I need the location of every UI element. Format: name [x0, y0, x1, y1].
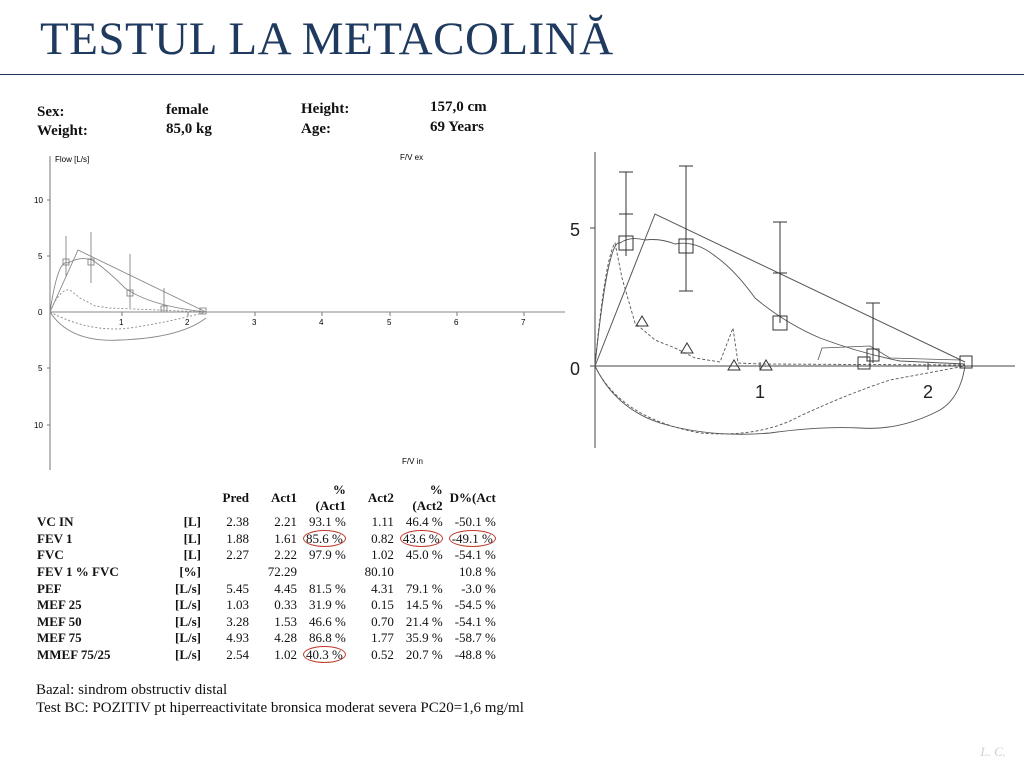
cell-pct2	[397, 547, 446, 564]
cell-act1	[252, 514, 300, 531]
cell-value: 45.0 %	[405, 547, 443, 563]
cell-value: 5.45	[226, 580, 249, 596]
cell-pct2	[397, 564, 446, 581]
cell-value: FEV 1 % FVC	[37, 564, 119, 580]
cell-pct1	[300, 647, 349, 664]
cell-value: [L/s]	[175, 613, 201, 629]
cell-value: 2.38	[226, 514, 249, 530]
cell-act2	[349, 580, 397, 597]
cell-act2	[349, 630, 397, 647]
cell-d	[446, 614, 499, 631]
age-value: 69 Years	[430, 119, 485, 135]
cell-pct1	[300, 531, 349, 548]
zoom-marker-square	[858, 357, 870, 369]
cell-value: 0.15	[371, 597, 394, 613]
cell-value: 79.1 %	[405, 580, 443, 596]
cell-value: 86.8 %	[309, 630, 346, 646]
cell-value: 0.70	[371, 613, 394, 629]
flow-volume-graph	[30, 148, 570, 473]
cell-pct2	[397, 580, 446, 597]
cell-value: 46.4 %	[405, 514, 443, 530]
flow-volume-zoom-graph	[560, 148, 1020, 453]
table-row	[34, 580, 499, 597]
cell-name	[34, 514, 148, 531]
spirometry-results-table	[34, 482, 499, 663]
zoom-inspiratory-curve-2	[595, 366, 965, 434]
cell-value: [L/s]	[175, 597, 201, 613]
cell-unit	[148, 547, 204, 564]
zoom-y-tick: 0	[570, 359, 581, 379]
cell-act1	[252, 647, 300, 664]
cell-act2	[349, 597, 397, 614]
cell-name	[34, 580, 148, 597]
col-header-pct-act2: %(Act2	[412, 482, 443, 513]
cell-value: 1.61	[274, 530, 297, 546]
cell-value: -54.5 %	[454, 597, 496, 613]
cell-value: 2.21	[274, 514, 297, 530]
cell-act1	[252, 597, 300, 614]
cell-unit	[148, 597, 204, 614]
cell-pred	[204, 531, 252, 548]
cell-d	[446, 531, 499, 548]
predicted-curve	[50, 250, 206, 312]
cell-pct1	[300, 597, 349, 614]
cell-value: FVC	[37, 547, 64, 563]
cell-value: 85.6 %	[303, 530, 346, 547]
expiratory-curve-1	[50, 259, 206, 312]
note-bazal: Bazal: sindrom obstructiv distal	[36, 682, 228, 698]
cell-value: 4.93	[226, 630, 249, 646]
col-header-pct-act1: %(Act1	[315, 482, 346, 513]
cell-value: 80.10	[364, 564, 394, 580]
zoom-x-tick: 2	[923, 382, 934, 402]
col-header-pred: Pred	[222, 490, 249, 505]
cell-value: 2.54	[226, 647, 249, 663]
cell-pct1	[300, 614, 349, 631]
cell-name	[34, 597, 148, 614]
cell-d	[446, 547, 499, 564]
cell-act2	[349, 564, 397, 581]
cell-value: 3.28	[226, 613, 249, 629]
zoom-x-tick: 1	[755, 382, 766, 402]
cell-act1	[252, 614, 300, 631]
height-label: Height:	[301, 101, 350, 117]
cell-act1	[252, 531, 300, 548]
y-tick-label: 10	[34, 196, 43, 205]
slide-title: TESTUL LA METACOLINĂ	[40, 13, 614, 65]
cell-value: -58.7 %	[454, 630, 496, 646]
cell-value: -48.8 %	[454, 647, 496, 663]
cell-pred	[204, 614, 252, 631]
cell-pred	[204, 580, 252, 597]
cell-value: [L/s]	[175, 580, 201, 596]
cell-d	[446, 647, 499, 664]
cell-value: -54.1 %	[454, 547, 496, 563]
cell-value: 14.5 %	[405, 597, 443, 613]
cell-name	[34, 531, 148, 548]
flow-axis-label: Flow [L/s]	[55, 155, 90, 164]
zoom-marker-triangle	[728, 360, 740, 370]
cell-value: MMEF 75/25	[37, 647, 111, 663]
cell-act2	[349, 647, 397, 664]
cell-unit	[148, 531, 204, 548]
cell-unit	[148, 580, 204, 597]
cell-act2	[349, 514, 397, 531]
cell-pct2	[397, 514, 446, 531]
cell-value: 93.1 %	[309, 514, 346, 530]
cell-value: 21.4 %	[405, 613, 443, 629]
table-row	[34, 630, 499, 647]
cell-pct1	[300, 564, 349, 581]
cell-act1	[252, 547, 300, 564]
cell-value: 0.33	[274, 597, 297, 613]
cell-value: 31.9 %	[309, 597, 346, 613]
fv-ex-label: F/V ex	[400, 153, 424, 162]
cell-d	[446, 514, 499, 531]
cell-value: 72.29	[267, 564, 297, 580]
cell-value: [L/s]	[175, 630, 201, 646]
cell-value: 35.9 %	[405, 630, 443, 646]
cell-value: 10.8 %	[459, 564, 496, 580]
inspiratory-curve-1	[50, 312, 206, 340]
cell-value: 1.02	[274, 647, 297, 663]
cell-pct2	[397, 630, 446, 647]
inspiratory-curve-2	[50, 312, 206, 329]
x-tick-label: 4	[319, 318, 324, 327]
cell-value: 97.9 %	[309, 547, 346, 563]
cell-unit	[148, 614, 204, 631]
author-initials: L. C.	[980, 744, 1006, 759]
zoom-marker-triangle	[681, 343, 693, 353]
col-header-act2: Act2	[367, 490, 394, 505]
cell-value: -49.1 %	[449, 530, 496, 547]
weight-value: 85,0 kg	[166, 121, 212, 137]
cell-act2	[349, 547, 397, 564]
cell-act1	[252, 630, 300, 647]
sex-value: female	[166, 102, 209, 118]
table-row	[34, 564, 499, 581]
zoom-post-curve	[818, 346, 960, 360]
cell-pct2	[397, 597, 446, 614]
cell-value: [%]	[179, 564, 201, 580]
zoom-marker-triangle	[636, 316, 648, 326]
cell-name	[34, 614, 148, 631]
cell-value: 2.22	[274, 547, 297, 563]
cell-value: FEV 1	[37, 530, 73, 546]
cell-value: 1.53	[274, 613, 297, 629]
y-tick-label: 5	[38, 252, 43, 261]
table-row	[34, 597, 499, 614]
cell-value: 43.6 %	[400, 530, 443, 547]
cell-pct1	[300, 580, 349, 597]
y-tick-label: 5	[38, 364, 43, 373]
cell-value: [L]	[183, 514, 201, 530]
cell-unit	[148, 647, 204, 664]
cell-value: -50.1 %	[454, 514, 496, 530]
cell-name	[34, 547, 148, 564]
cell-pred	[204, 647, 252, 664]
cell-value: -3.0 %	[461, 580, 496, 596]
zoom-inspiratory-curve-1	[595, 366, 965, 434]
cell-pct1	[300, 630, 349, 647]
cell-value: 2.27	[226, 547, 249, 563]
col-header-act1: Act1	[271, 490, 297, 505]
cell-d	[446, 630, 499, 647]
height-value: 157,0 cm	[430, 99, 487, 115]
note-test-bc: Test BC: POZITIV pt hiperreactivitate bronsica moderat severa PC20=1,6 mg/ml	[36, 700, 524, 716]
title-divider	[0, 74, 1024, 75]
cell-value: VC IN	[37, 514, 74, 530]
cell-value: 4.45	[274, 580, 297, 596]
cell-value: 40.3 %	[303, 646, 346, 663]
cell-name	[34, 564, 148, 581]
cell-unit	[148, 514, 204, 531]
fv-in-label: F/V in	[402, 457, 423, 466]
cell-value: 0.52	[371, 647, 394, 663]
x-tick-label: 5	[387, 318, 392, 327]
cell-pct1	[300, 547, 349, 564]
cell-pred	[204, 564, 252, 581]
cell-act2	[349, 531, 397, 548]
cell-value: 0.82	[371, 530, 394, 546]
x-tick-label: 1	[119, 318, 124, 327]
zoom-marker-triangle	[760, 360, 772, 370]
cell-act1	[252, 564, 300, 581]
cell-value: [L]	[183, 547, 201, 563]
cell-value: 20.7 %	[405, 647, 443, 663]
table-row	[34, 531, 499, 548]
col-header-delta: D%(Act	[449, 490, 496, 505]
y-tick-label: 10	[34, 421, 43, 430]
cell-act2	[349, 614, 397, 631]
x-tick-label: 7	[521, 318, 526, 327]
age-label: Age:	[301, 121, 331, 137]
zoom-y-tick: 5	[570, 220, 581, 240]
cell-value: [L]	[183, 530, 201, 546]
cell-unit	[148, 630, 204, 647]
cell-value: [L/s]	[175, 647, 201, 663]
table-row	[34, 614, 499, 631]
cell-value: PEF	[37, 580, 62, 596]
cell-value: 1.88	[226, 530, 249, 546]
cell-value: 46.6 %	[309, 613, 346, 629]
cell-value: 1.77	[371, 630, 394, 646]
cell-value: 1.03	[226, 597, 249, 613]
x-tick-label: 6	[454, 318, 459, 327]
sex-label: Sex:	[37, 104, 65, 120]
cell-value: -54.1 %	[454, 613, 496, 629]
cell-d	[446, 580, 499, 597]
cell-value: MEF 50	[37, 613, 82, 629]
cell-pred	[204, 547, 252, 564]
cell-value: MEF 25	[37, 597, 82, 613]
cell-pred	[204, 630, 252, 647]
cell-d	[446, 597, 499, 614]
weight-label: Weight:	[37, 123, 88, 139]
cell-unit	[148, 564, 204, 581]
table-row	[34, 647, 499, 664]
y-tick-label: 0	[38, 308, 43, 317]
cell-pred	[204, 597, 252, 614]
table-row	[34, 547, 499, 564]
cell-value: 4.31	[371, 580, 394, 596]
cell-pct2	[397, 614, 446, 631]
cell-pct1	[300, 514, 349, 531]
cell-value: MEF 75	[37, 630, 82, 646]
cell-value: 1.11	[371, 514, 394, 530]
table-header-row	[34, 482, 499, 514]
x-tick-label: 2	[185, 318, 190, 327]
cell-pred	[204, 514, 252, 531]
cell-d	[446, 564, 499, 581]
cell-name	[34, 630, 148, 647]
cell-name	[34, 647, 148, 664]
cell-value: 1.02	[371, 547, 394, 563]
table-row	[34, 514, 499, 531]
cell-act1	[252, 580, 300, 597]
cell-value: 4.28	[274, 630, 297, 646]
cell-value: 81.5 %	[309, 580, 346, 596]
cell-pct2	[397, 531, 446, 548]
cell-pct2	[397, 647, 446, 664]
x-tick-label: 3	[252, 318, 257, 327]
